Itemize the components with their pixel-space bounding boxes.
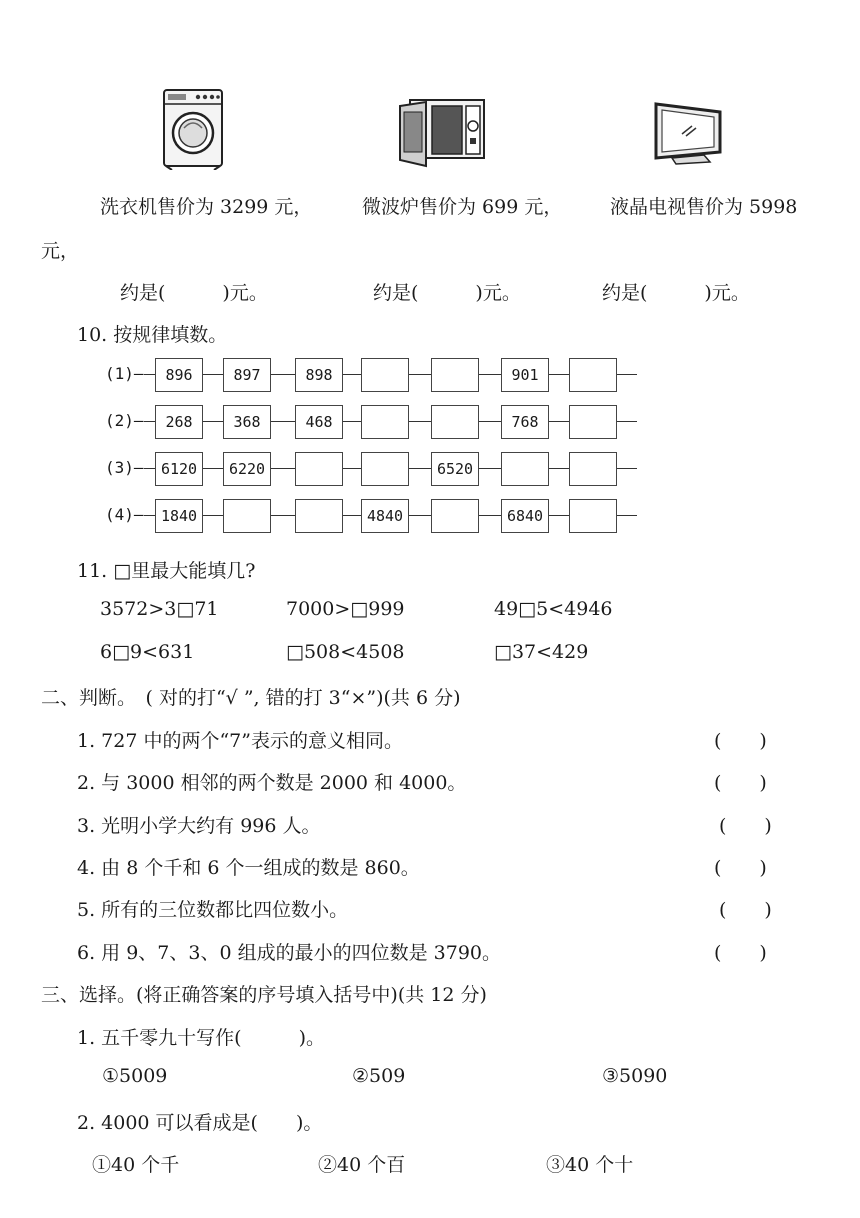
judge-item: 4. 由 8 个千和 6 个一组成的数是 860。 [77,857,420,879]
sequence-row [105,452,645,486]
sequence-blank-cell[interactable] [431,405,479,439]
sequence-cell: 901 [501,358,549,392]
sequence-blank-cell[interactable] [501,452,549,486]
q11-item: 7000>□999 [286,598,405,620]
choice-q2: 2. 4000 可以看成是( )。 [77,1112,323,1134]
sequence-blank-cell[interactable] [295,499,343,533]
microwave-icon [396,96,488,168]
sequence-blank-cell[interactable] [569,405,617,439]
sequence-cell: 4840 [361,499,409,533]
sequence-blank-cell[interactable] [361,452,409,486]
judge-item: 5. 所有的三位数都比四位数小。 [77,899,349,921]
q11-item: 3572>3□71 [100,598,219,620]
sequence-row [105,358,645,392]
sequence-label: (3)— [105,458,144,477]
sequence-blank-cell[interactable] [361,405,409,439]
tv-approx: 约是( )元。 [602,282,750,304]
sequence-cell: 898 [295,358,343,392]
sequence-blank-cell[interactable] [361,358,409,392]
microwave-approx: 约是( )元。 [373,282,521,304]
section2-title: 二、判断。 ( 对的打“√ ”, 错的打 3“×”)(共 6 分) [41,687,461,709]
sequence-label: (4)— [105,505,144,524]
microwave-price: 微波炉售价为 699 元， [362,196,563,218]
sequence-cell: 896 [155,358,203,392]
tv-price-wrap: 元， [41,240,80,262]
washer-approx: 约是( )元。 [120,282,268,304]
washing-machine-icon [162,88,224,170]
answer-paren[interactable]: ( ) [714,857,767,879]
answer-paren[interactable]: ( ) [719,815,772,837]
choice-q1: 1. 五千零九十写作( )。 [77,1027,325,1049]
judge-item: 1. 727 中的两个“7”表示的意义相同。 [77,730,403,752]
sequence-label: (1)— [105,364,144,383]
sequence-blank-cell[interactable] [431,499,479,533]
judge-item: 3. 光明小学大约有 996 人。 [77,815,321,837]
sequence-blank-cell[interactable] [431,358,479,392]
choice-option: ①40 个千 [92,1154,180,1176]
choice-option: ①5009 [102,1065,168,1087]
sequence-cell: 6520 [431,452,479,486]
q11-item: □37<429 [494,641,589,663]
sequence-blank-cell[interactable] [569,499,617,533]
sequence-label: (2)— [105,411,144,430]
q11-item: □508<4508 [286,641,405,663]
sequence-blank-cell[interactable] [569,358,617,392]
sequence-row [105,499,645,533]
tv-price: 液晶电视售价为 5998 [610,196,798,218]
q11-item: 6□9<631 [100,641,195,663]
sequence-cell: 468 [295,405,343,439]
sequence-blank-cell[interactable] [223,499,271,533]
choice-option: ②509 [352,1065,406,1087]
q10-title: 10. 按规律填数。 [77,324,228,346]
sequence-cell: 6120 [155,452,203,486]
q11-item: 49□5<4946 [494,598,613,620]
judge-item: 2. 与 3000 相邻的两个数是 2000 和 4000。 [77,772,467,794]
sequence-blank-cell[interactable] [569,452,617,486]
choice-option: ③5090 [602,1065,668,1087]
choice-option: ②40 个百 [318,1154,406,1176]
answer-paren[interactable]: ( ) [714,730,767,752]
lcd-tv-icon [652,100,724,166]
section3-title: 三、选择。(将正确答案的序号填入括号中)(共 12 分) [41,984,487,1006]
answer-paren[interactable]: ( ) [714,942,767,964]
choice-option: ③40 个十 [546,1154,634,1176]
sequence-cell: 368 [223,405,271,439]
sequence-cell: 268 [155,405,203,439]
judge-item: 6. 用 9、7、3、0 组成的最小的四位数是 3790。 [77,942,501,964]
sequence-blank-cell[interactable] [295,452,343,486]
answer-paren[interactable]: ( ) [719,899,772,921]
sequence-cell: 1840 [155,499,203,533]
answer-paren[interactable]: ( ) [714,772,767,794]
sequence-row [105,405,645,439]
sequence-cell: 6840 [501,499,549,533]
washer-price: 洗衣机售价为 3299 元， [100,196,313,218]
sequence-cell: 768 [501,405,549,439]
sequence-cell: 897 [223,358,271,392]
q11-title: 11. □里最大能填几? [77,560,256,582]
sequence-cell: 6220 [223,452,271,486]
